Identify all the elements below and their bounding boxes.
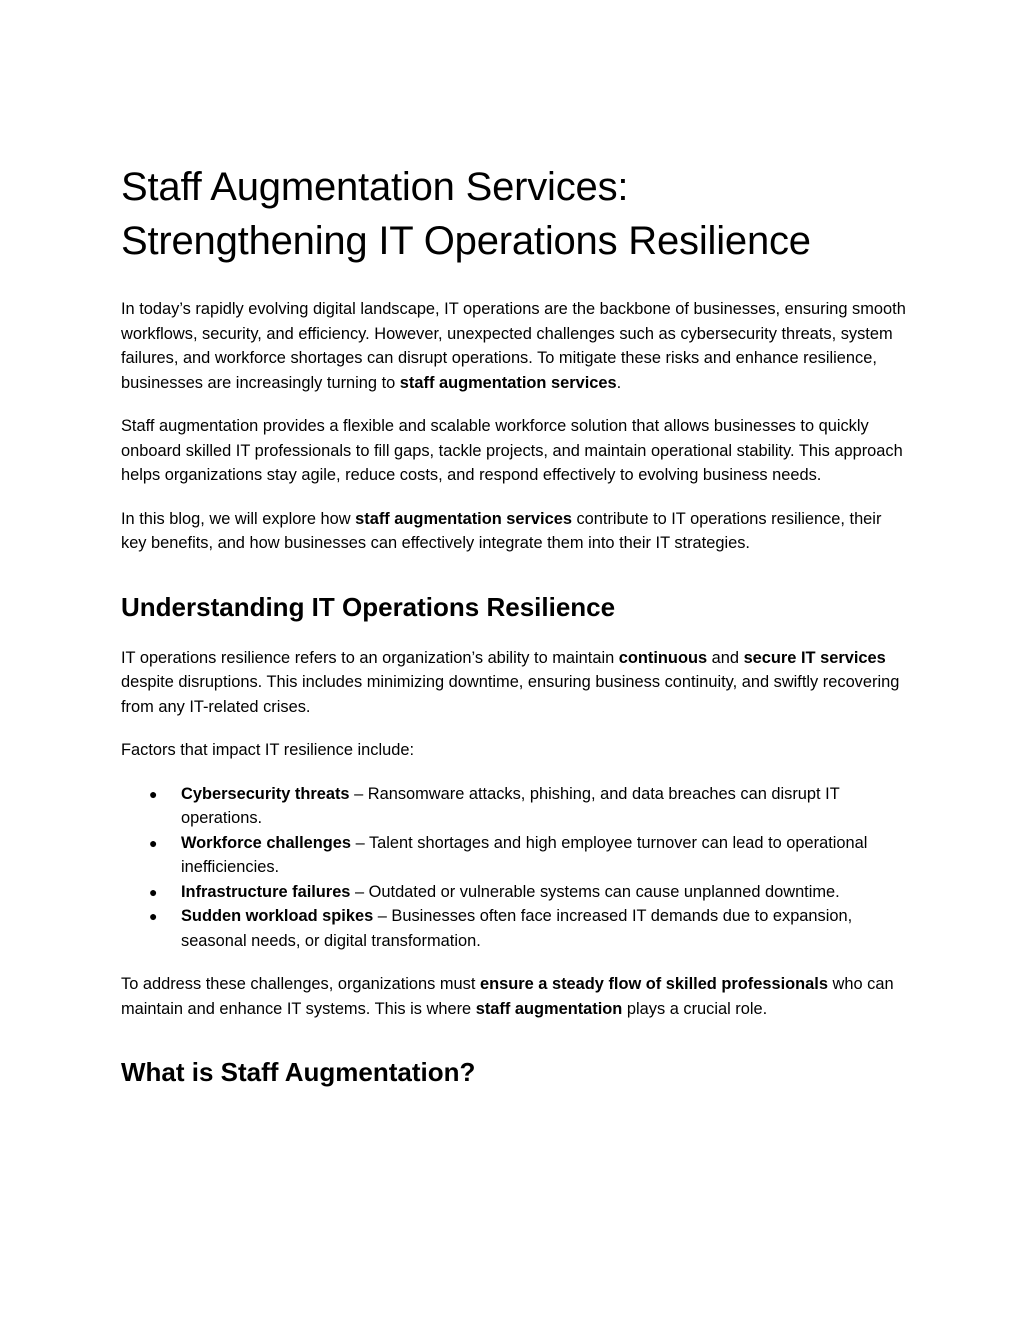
bullet-icon: ●	[149, 908, 158, 924]
section-1-paragraph-3	[121, 972, 911, 1021]
intro-paragraph-1	[121, 297, 911, 395]
section-1-paragraph-3-bold-1: ensure a steady flow of skilled professionals	[479, 975, 828, 993]
section-1-paragraph-1-mid: and	[707, 648, 744, 667]
list-item	[121, 831, 911, 880]
intro-paragraph-1-end: .	[616, 373, 622, 392]
intro-paragraph-3-start: In this blog, we will explore how	[121, 509, 356, 528]
list-item	[121, 880, 911, 905]
intro-paragraph-3-bold: staff augmentation services	[355, 509, 572, 528]
list-item	[121, 782, 911, 831]
list-item-description: – Outdated or vulnerable systems can cause unplanned downtime.	[350, 882, 840, 901]
section-1-paragraph-3-start: To address these challenges, organizations must	[121, 975, 480, 993]
intro-paragraph-3-end: contribute to IT operations resilience, their key benefits, and how businesses can effectively integrate them into their IT strategies.	[121, 509, 882, 552]
page-title	[121, 160, 911, 268]
list-item-description: – Ransomware attacks, phishing, and data breaches can disrupt IT operations.	[181, 784, 840, 827]
factors-list	[121, 782, 911, 954]
section-heading-what-is: What is Staff Augmentation?	[121, 1057, 476, 1087]
section-1-paragraph-1	[121, 646, 911, 720]
bullet-icon: ●	[149, 785, 158, 802]
list-item	[121, 904, 911, 953]
list-item-description: – Businesses often face increased IT demands due to expansion, seasonal needs, or digital transformation.	[181, 907, 853, 950]
section-1-paragraph-1-start: IT operations resilience refers to an organization’s ability to maintain	[121, 648, 619, 667]
bullet-icon: ●	[149, 834, 158, 851]
page-title-line-1: Staff Augmentation Services:	[121, 165, 629, 209]
section-1-paragraph-1-bold-2: secure IT services	[743, 648, 886, 667]
section-1-paragraph-3-end: plays a crucial role.	[622, 999, 768, 1018]
list-item-term: Cybersecurity threats	[181, 784, 350, 803]
section-heading-understanding: Understanding IT Operations Resilience	[121, 591, 616, 622]
list-item-term: Infrastructure failures	[181, 882, 351, 901]
section-1-paragraph-3-mid: who can maintain and enhance IT systems. This is where	[121, 975, 894, 1018]
section-1-paragraph-2: Factors that impact IT resilience include:	[121, 741, 415, 759]
section-1-paragraph-1-bold-1: continuous	[618, 648, 708, 667]
list-item-description: – Talent shortages and high employee turnover can lead to operational inefficiencies.	[181, 833, 868, 876]
page-title-line-2: Strengthening IT Operations Resilience	[121, 219, 811, 263]
document-page	[121, 160, 911, 1089]
list-item-term: Sudden workload spikes	[181, 907, 374, 925]
intro-paragraph-1-text: In today’s rapidly evolving digital landscape, IT operations are the backbone of businesses, ensuring smooth workflows, security, and efficiency. However, unexpected challenges such as cybersecurity threats, system failures, and workforce shortages can disrupt operations. To mitigate these risks and enhance resilience, businesses are increasingly turning to	[121, 300, 906, 392]
intro-paragraph-3	[121, 507, 911, 556]
list-item-term: Workforce challenges	[181, 833, 352, 852]
section-1-paragraph-3-bold-2: staff augmentation	[475, 999, 623, 1018]
intro-paragraph-1-bold: staff augmentation services	[399, 373, 617, 392]
section-1-paragraph-1-end: despite disruptions. This includes minimizing downtime, ensuring business continuity, and swiftly recovering from any IT-related crises.	[121, 673, 900, 716]
intro-paragraph-2: Staff augmentation provides a flexible and scalable workforce solution that allows businesses to quickly onboard skilled IT professionals to fill gaps, tackle projects, and maintain operational stability. This approach helps organizations stay agile, reduce costs, and respond effectively to evolving business needs.	[121, 417, 903, 484]
bullet-icon: ●	[149, 883, 158, 900]
